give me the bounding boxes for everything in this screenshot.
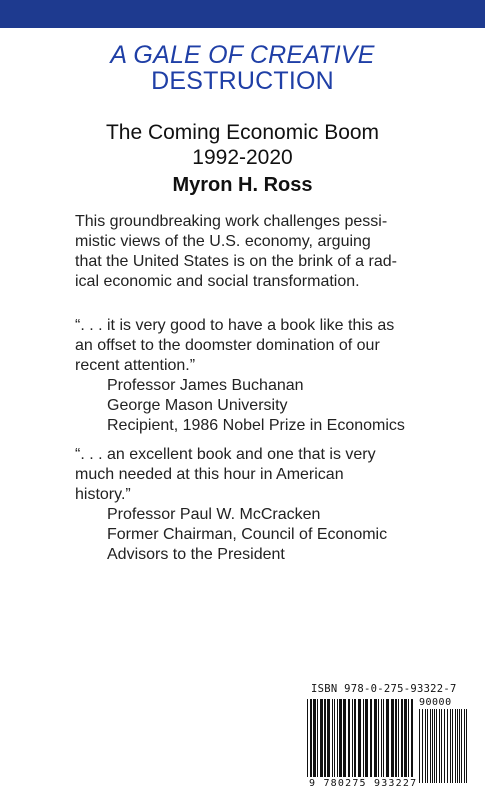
barcode-bar (334, 699, 335, 777)
barcode-bar (386, 699, 389, 777)
quote-line: history.” (75, 486, 131, 503)
top-color-band (0, 0, 485, 28)
barcode-bar (310, 699, 312, 777)
barcode-bar (307, 699, 308, 777)
book-subtitle-line2: 1992-2020 (192, 146, 293, 169)
barcode-bar (327, 699, 330, 777)
barcode-bar (317, 699, 318, 777)
barcode-addon-number: 90000 (419, 697, 452, 708)
book-subtitle-line1: The Coming Economic Boom (105, 121, 380, 144)
barcode-bar (363, 699, 364, 777)
barcode-bar (422, 709, 423, 783)
description-line: This groundbreaking work challenges pessi- (75, 213, 388, 230)
book-description (75, 212, 435, 292)
barcode-bar (434, 709, 435, 783)
quote-line: “. . . it is very good to have a book like this as (75, 317, 395, 334)
quote-line: much needed at this hour in American (75, 466, 344, 483)
barcode-bar (408, 699, 409, 777)
barcode-bar (441, 709, 442, 783)
review-quote-buchanan (75, 316, 435, 436)
barcode-bar (439, 709, 440, 783)
barcode-bar (398, 699, 399, 777)
barcode-bar (436, 709, 437, 783)
barcode-bar (401, 699, 403, 777)
quote-line: recent attention.” (75, 357, 196, 374)
quote-attribution-line: Professor James Buchanan (107, 377, 304, 394)
barcode-bar (320, 699, 323, 777)
review-quote-mccracken (75, 445, 435, 565)
barcode-bar (461, 709, 462, 783)
quote-attribution-line: Former Chairman, Council of Economic (107, 526, 388, 543)
quote-attribution-line: Recipient, 1986 Nobel Prize in Economics (107, 417, 405, 434)
barcode-bar (404, 699, 407, 777)
barcode-bar (452, 709, 453, 783)
book-title-line2: DESTRUCTION (151, 67, 334, 95)
isbn-label: ISBN 978-0-275-93322-7 (311, 683, 457, 695)
barcode-bar (466, 709, 467, 783)
book-title-line1: A GALE OF CREATIVE (110, 41, 375, 69)
description-line: mistic views of the U.S. economy, arguing (75, 233, 371, 250)
barcode-bar (425, 709, 426, 783)
quote-attribution-line: George Mason University (107, 397, 288, 414)
barcode-bar (464, 709, 465, 783)
barcode-bar (381, 699, 382, 777)
quote-attribution-line: Advisors to the President (107, 546, 285, 563)
barcode-bar (313, 699, 316, 777)
isbn-barcode (295, 683, 473, 793)
barcode-bar (348, 699, 350, 777)
barcode-bar (332, 699, 333, 777)
barcode-bar (324, 699, 326, 777)
barcode-bar (419, 709, 420, 783)
barcode-bar (358, 699, 361, 777)
barcode-bar (370, 699, 372, 777)
quote-line: an offset to the doomster domination of our (75, 337, 380, 354)
barcode-bar (459, 709, 460, 783)
barcode-bar (444, 709, 445, 783)
quote-attribution-line: Professor Paul W. McCracken (107, 506, 321, 523)
barcode-bar (352, 699, 353, 777)
barcode-bar (455, 709, 456, 783)
barcode-bar (430, 709, 431, 783)
barcode-bar (457, 709, 458, 783)
barcode-bar (339, 699, 342, 777)
description-line: that the United States is on the brink of a rad- (75, 253, 397, 270)
barcode-bar (378, 699, 379, 777)
barcode-bar (447, 709, 448, 783)
barcode-bar (374, 699, 377, 777)
barcode-bar (427, 709, 428, 783)
barcode-bar (395, 699, 397, 777)
barcode-bar (337, 699, 338, 777)
barcode-bar (432, 709, 433, 783)
quote-line: “. . . an excellent book and one that is very (75, 446, 376, 463)
barcode-ean-number: 9 780275 933227 (309, 778, 418, 789)
description-line: ical economic and social transformation. (75, 273, 360, 290)
barcode-bar (450, 709, 451, 783)
barcode-bar (391, 699, 394, 777)
barcode-bar (411, 699, 413, 777)
barcode-bar (343, 699, 346, 777)
book-author: Myron H. Ross (172, 174, 313, 196)
barcode-bar (383, 699, 384, 777)
barcode-bar (365, 699, 368, 777)
barcode-bar (354, 699, 356, 777)
